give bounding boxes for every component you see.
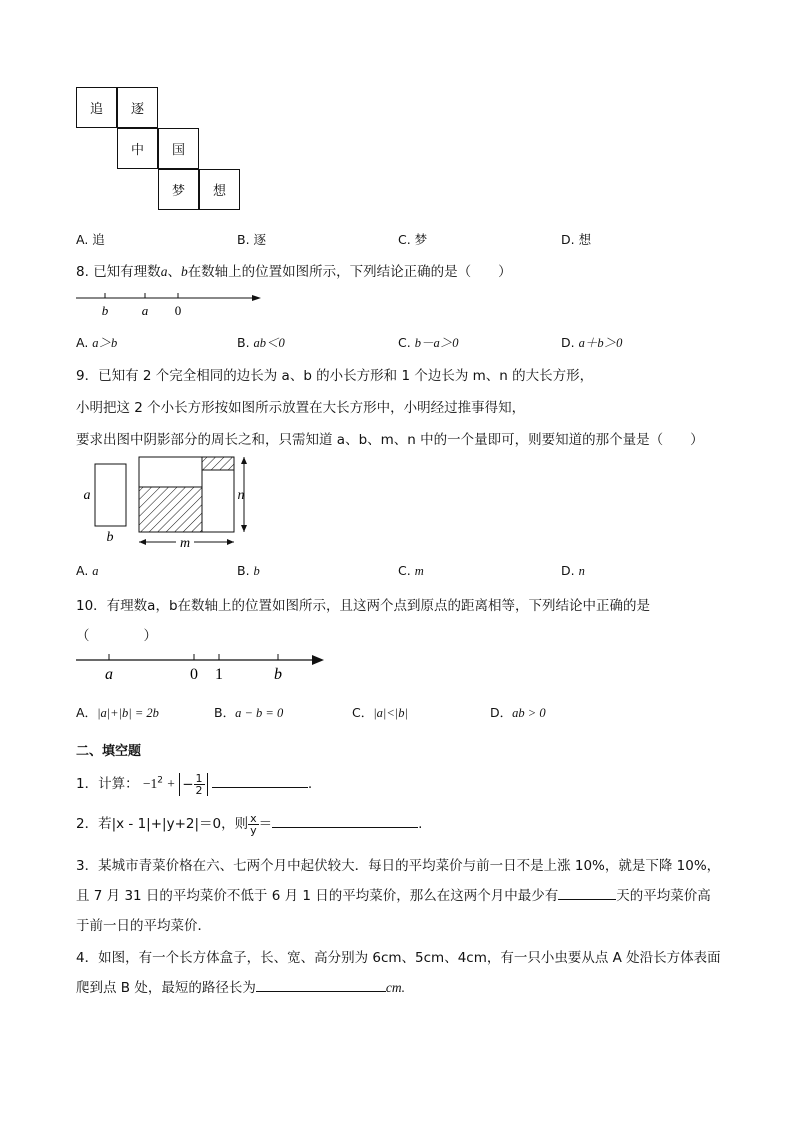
net-cell-4: 国: [158, 128, 199, 169]
fill-q1: 1．计算： $-1^2$ + − $\frac{1}{2}$ .: [76, 771, 313, 797]
fill-q4-blank[interactable]: [256, 977, 386, 992]
net-cell-2: 逐: [117, 87, 158, 128]
q9-line-3: 要求出图中阴影部分的周长之和，只需知道 a、b、m、n 中的一个量即可，则要知道的那个量是（ ）: [76, 432, 704, 448]
q10-option-c[interactable]: C．|a|<|b|: [352, 705, 408, 720]
q8-axis-label-a: a: [141, 303, 149, 318]
q7-option-c[interactable]: C. 梦: [398, 232, 428, 247]
q10-axis-label-a: a: [105, 666, 113, 683]
fill-q4-line-2: 爬到点 B 处，最短的路径长为 cm.: [76, 976, 405, 996]
q9-option-a[interactable]: A. a: [76, 563, 99, 578]
q9-line-1: 9．已知有 2 个完全相同的边长为 a、b 的小长方形和 1 个边长为 m、n 的大长方形，: [76, 368, 594, 384]
q8-axis-label-0: 0: [174, 303, 182, 318]
q10-axis-label-1: 1: [215, 666, 223, 683]
q8-option-a[interactable]: A. a＞b: [76, 335, 118, 350]
net-cell-3: 中: [117, 128, 158, 169]
q9-option-d[interactable]: D. n: [561, 563, 585, 578]
q8-option-b[interactable]: B. ab＜0: [237, 335, 285, 350]
q9-line-2: 小明把这 2 个小长方形按如图所示放置在大长方形中，小明经过推事得知，: [76, 400, 526, 416]
fill-q3-line-2: 且 7 月 31 日的平均菜价不低于 6 月 1 日的平均菜价，那么在这两个月中最少有 天的平均菜价高: [76, 884, 711, 904]
fill-q3-line-1: 3．某城市青菜价格在六、七两个月中起伏较大．每日的平均菜价与前一日不是上涨 10%，就是下降 10%，: [76, 858, 721, 874]
q7-option-b[interactable]: B. 逐: [237, 232, 267, 247]
q10-line-2: （ ）: [76, 628, 157, 644]
q9-option-c[interactable]: C. m: [398, 563, 424, 578]
net-cell-5: 梦: [158, 169, 199, 210]
fill-q3-blank[interactable]: [558, 885, 616, 900]
q10-axis-label-0: 0: [190, 666, 198, 683]
fill-q2: 2．若|x - 1|+|y+2|＝0，则 $\frac{x}{y}$ ＝ .: [76, 811, 423, 837]
q9-figure: [76, 452, 266, 552]
q7-option-d[interactable]: D. 想: [561, 232, 592, 247]
q9-option-b[interactable]: B. b: [237, 563, 260, 578]
net-cell-1: 追: [76, 87, 117, 128]
q10-axis-label-b: b: [274, 666, 282, 683]
q10-number-line: [76, 648, 330, 684]
q9-label-n: n: [237, 488, 245, 503]
q10-option-b[interactable]: B．a − b = 0: [214, 705, 284, 720]
q10-option-a[interactable]: A．|a|+|b| = 2b: [76, 705, 159, 720]
q8-axis-label-b: b: [101, 303, 109, 318]
q8-number-line: [76, 288, 266, 322]
q8-option-d[interactable]: D. a＋b＞0: [561, 335, 623, 350]
fill-q1-blank[interactable]: [212, 773, 308, 788]
fill-q2-blank[interactable]: [272, 813, 418, 828]
q10-line-1: 10．有理数a，b在数轴上的位置如图所示，且这两个点到原点的距离相等，下列结论中正确的是: [76, 598, 651, 614]
q7-option-a[interactable]: A. 追: [76, 232, 105, 247]
fill-q4-line-1: 4．如图，有一个长方体盒子，长、宽、高分别为 6cm、5cm、4cm，有一只小虫要从点 A 处沿长方体表面: [76, 950, 721, 966]
q8-option-c[interactable]: C. b－a＞0: [398, 335, 459, 350]
q10-option-d[interactable]: D．ab > 0: [490, 705, 546, 720]
net-cell-6: 想: [199, 169, 240, 210]
q8-stem: 8. 已知有理数a、b在数轴上的位置如图所示，下列结论正确的是（ ）: [76, 264, 512, 280]
q9-label-b: b: [106, 530, 114, 545]
fill-q3-line-3: 于前一日的平均菜价．: [76, 918, 211, 934]
q9-label-m: m: [179, 536, 191, 551]
section-2-title: 二、填空题: [76, 744, 142, 759]
q9-label-a: a: [83, 488, 91, 503]
